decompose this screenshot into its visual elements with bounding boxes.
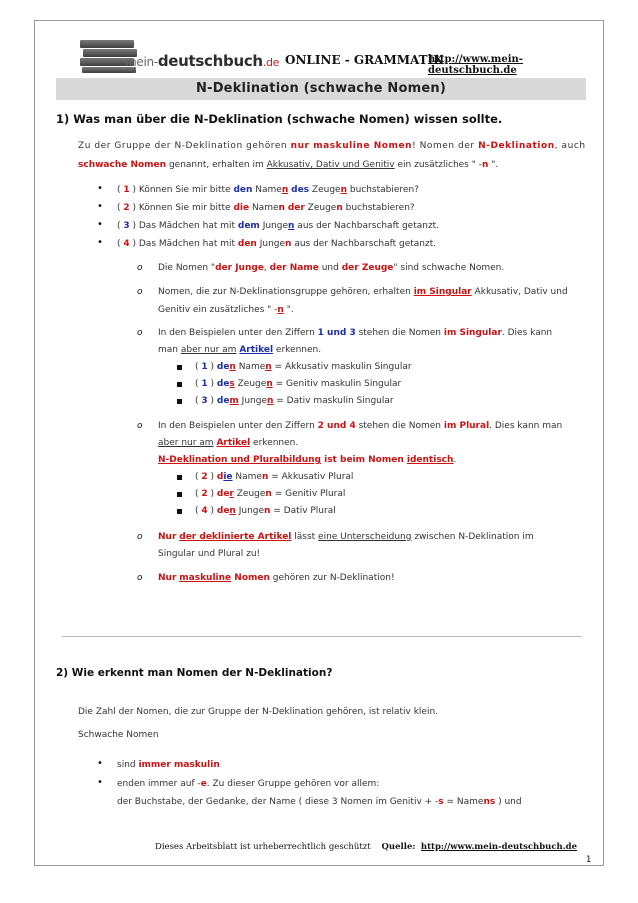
section2-bullet-2: enden immer auf -e. Zu dieser Gruppe gehören vor allem: [117,779,380,789]
example-2: ( 2 ) Können Sie mir bitte die Namen der Zeugen buchstabieren? [117,203,415,213]
example-3: ( 3 ) Das Mädchen hat mit dem Jungen aus der Nachbarschaft getanzt. [117,221,440,231]
singular-item-1: ( 1 ) den Namen = Akkusativ maskulin Singular [195,362,412,372]
point-3-line-2: man aber nur am Artikel erkennen. [158,345,322,355]
site-logo-text [125,52,279,70]
footer-url-link[interactable]: http://www.mein-deutschbuch.de [420,842,578,852]
section1-heading: 1) Was man über die N-Deklination (schwache Nomen) wissen sollte. [56,112,503,126]
singular-item-3: ( 3 ) dem Jungen = Dativ maskulin Singular [195,396,394,406]
header-url-link[interactable]: http://www.mein-deutschbuch.de [428,54,523,76]
logo-pre: mein- [125,55,158,69]
page-title: N-Deklination (schwache Nomen) [56,78,586,100]
logo-suf: .de [262,56,280,69]
point-6: Nur maskuline Nomen gehören zur N-Deklination! [158,573,395,583]
point-2-line-2: Genitiv ein zusätzliches " -n ". [158,305,294,315]
logo-main: deutschbuch [157,52,263,70]
example-4: ( 4 ) Das Mädchen hat mit den Jungen aus der Nachbarschaft getanzt. [117,239,437,249]
plural-item-3: ( 4 ) den Jungen = Dativ Plural [195,506,336,516]
section-divider [62,636,582,637]
page-header [70,30,590,78]
section2-heading: 2) Wie erkennt man Nomen der N-Deklination? [56,667,333,679]
point-2-line-1: Nomen, die zur N-Deklinationsgruppe gehören, erhalten im Singular Akkusativ, Dativ und [158,287,568,297]
section2-bullet-2-cont: der Buchstabe, der Gedanke, der Name ( diese 3 Nomen im Genitiv + -s = Namens ) und [117,797,522,807]
plural-item-1: ( 2 ) die Namen = Akkusativ Plural [195,472,354,482]
point-3-line-1: In den Beispielen unter den Ziffern 1 und 3 stehen die Nomen im Singular. Dies kann [158,328,553,338]
plural-item-2: ( 2 ) der Zeugen = Genitiv Plural [195,489,346,499]
point-4-line-1: In den Beispielen unter den Ziffern 2 und 4 stehen die Nomen im Plural. Dies kann man [158,421,563,431]
page-number: 1 [586,855,592,865]
example-1: ( 1 ) Können Sie mir bitte den Namen des Zeugen buchstabieren? [117,185,419,195]
point-4-line-3: N-Deklination und Pluralbildung ist beim Nomen identisch. [158,455,457,465]
point-4-line-2: aber nur am Artikel erkennen. [158,438,299,448]
page-footer: Dieses Arbeitsblatt ist urheberrechtlich geschützt Quelle: http://www.mein-deutschbuch.de [155,842,578,852]
point-1: Die Nomen "der Junge, der Name und der Zeuge" sind schwache Nomen. [158,263,505,273]
section2-bullet-1: sind immer maskulin [117,760,220,770]
point-5-line-2: Singular und Plural zu! [158,549,261,559]
point-5-line-1: Nur der deklinierte Artikel lässt eine Unterscheidung zwischen N-Deklination im [158,532,534,542]
singular-item-2: ( 1 ) des Zeugen = Genitiv maskulin Singular [195,379,402,389]
section2-line-2: Schwache Nomen [78,730,159,740]
intro-line-2: schwache Nomen genannt, erhalten im Akkusativ, Dativ und Genitiv ein zusätzliches " -n ". [78,160,499,170]
section2-line-1: Die Zahl der Nomen, die zur Gruppe der N-Deklination gehören, ist relativ klein. [78,707,439,717]
header-title: ONLINE - GRAMMATIK [285,53,444,67]
intro-line-1: Zu der Gruppe der N-Deklination gehören nur maskuline Nomen! Nomen der N-Deklination, auch [78,141,586,151]
